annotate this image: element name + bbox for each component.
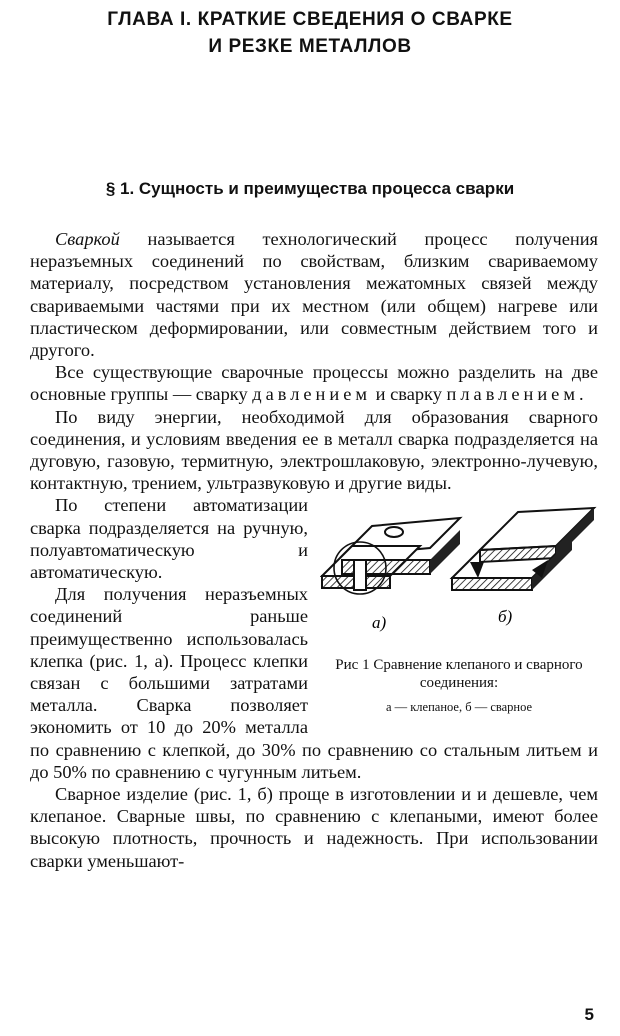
figure-label-a: а)	[372, 613, 387, 633]
paragraph-automation: По степени автоматизации сварка подразделяется на ручную, полуавтоматическую и автоматическую.	[30, 495, 308, 583]
chapter-heading	[0, 6, 620, 60]
paragraph-energy: По виду энергии, необходимой для образования сварного соединения, и условиям введения ее в металл сварка подразделяется на дуговую, газовую, термитную, электрошлаковую, электронно-лучевую, контактную, трением, ультразвуковую и другие виды.	[30, 406, 598, 494]
figure-caption-text: Рис 1 Сравнение клепаного и сварного соединения:	[335, 657, 583, 692]
paragraph-groups-end: .	[578, 384, 584, 405]
riveted-joint-diagram	[322, 518, 460, 594]
paragraph-groups-text: Все существующие сварочные процессы можно разделить на две основные группы — сварку	[30, 362, 598, 405]
paragraph-groups-text-2: и сварку	[371, 384, 447, 405]
figure-caption	[320, 656, 598, 716]
paragraph-groups	[30, 361, 598, 405]
chapter-title-line-2: И РЕЗКЕ МЕТАЛЛОВ	[208, 36, 412, 57]
term-fusion: плавлением	[446, 384, 579, 405]
paragraph-definition-text: называется технологический процесс получения неразъемных соединений по свойствам, близким свариваемому материалу, посредством установления межатомных связей между свариваемыми частями при их местном (или общем) нагреве или пластическом деформировании, или совместным действием того и другого.	[30, 229, 598, 361]
figure-1-drawing	[320, 498, 598, 648]
body-text	[30, 228, 598, 872]
term-svarka: Сваркой	[55, 229, 120, 249]
paragraph-welded-product: Сварное изделие (рис. 1, б) проще в изготовлении и и дешевле, чем клепаное. Сварные швы, по сравнению с клепаными, имеют более высокую плотность, прочность и надежность. При использовании сварки уменьшают-	[30, 784, 598, 871]
welded-joint-diagram	[452, 508, 594, 590]
figure-label-b: б)	[498, 607, 513, 627]
term-pressure: давлением	[252, 384, 372, 405]
figure-1	[320, 498, 598, 729]
paragraph-riveting: Для получения неразъемных соединений раньше преимущественно использовалась клепка (рис. 1, а). Процесс клепки связан с большими затратами металла. Сварка позволяет экономить от 10 до 20% металла по сравнению с клепкой, до 30% по сравнению со стальным литьем и до 50% по сравнению с чугунным литьем.	[30, 584, 598, 782]
page-number: 5	[584, 1005, 594, 1024]
chapter-title-line-1: ГЛАВА I. КРАТКИЕ СВЕДЕНИЯ О СВАРКЕ	[107, 9, 513, 30]
section-title: § 1. Сущность и преимущества процесса сварки	[105, 179, 515, 198]
figure-legend: а — клепаное, б — сварное	[385, 700, 533, 715]
paragraph-definition	[30, 228, 598, 361]
